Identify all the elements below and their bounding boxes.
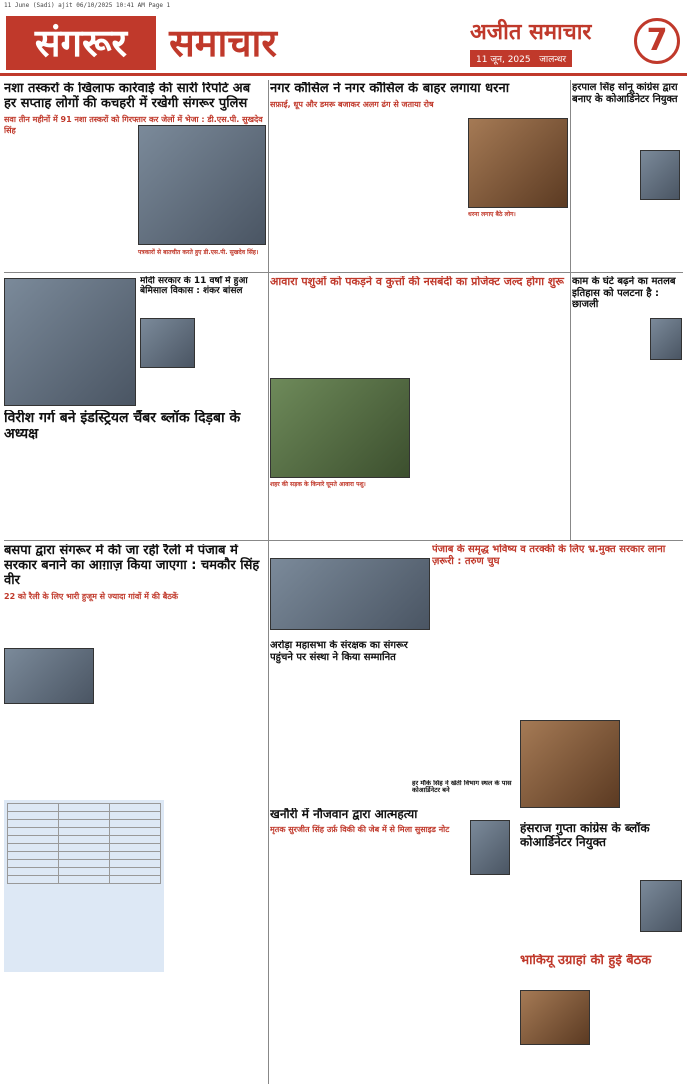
headline: पंजाब के समृद्ध भविष्य व तरक्की के लिए भ्र.मुक्त सरकार लाना ज़रूरी : तरुण चुघ: [432, 544, 666, 567]
masthead-title-left: संगरूर: [6, 16, 156, 70]
subheadline: 22 को रैली के लिए भारी हुजूम से ज्यादा गांवों में की बैठकें: [4, 591, 179, 601]
subheadline: सवा तीन महीनों में 91 नशा तस्करों को गिरफ्तार कर जेलों में भेजा : डी.एस.पी. सुखदेव सिंह: [4, 114, 263, 135]
headline: खनौरी में नौजवान द्वारा आत्महत्या: [270, 808, 418, 821]
subheadline: सफ़ाई, धूप और डमरू बजाकर अलग ढंग से जताया रोष: [270, 99, 434, 109]
article-bku-meeting: [520, 954, 683, 984]
headline: हर मौके सिंह ने खेती विभाग स्थल के पास कोआर्डिनेटर बने: [412, 780, 512, 795]
headline: बसपा द्वारा संगरूर में की जा रही रैली में पंजाब में सरकार बनाने का आग़ाज़ किया जाएगा : चमकौर सिंह वीर: [4, 544, 260, 588]
body-placeholder: [4, 138, 132, 248]
headline: मोदी सरकार के 11 वर्षों में हुआ बेमिसाल विकास : शंकर बांसल: [140, 276, 248, 297]
masthead-title-right: समाचार: [169, 20, 277, 65]
photo-chhajli: [650, 318, 682, 360]
subheadline: मृतक सुरजीत सिंह उर्फ़ विकी की जेब में से मिला सुसाइड नोट: [270, 824, 450, 834]
caption: शहर की सड़क के किनारे घूमते आवारा पशु।: [270, 481, 366, 488]
date: 11 जून, 2025: [476, 55, 531, 65]
photo-bsp: [4, 648, 94, 704]
table-box: [4, 800, 164, 972]
headline: नगर कौंसिल ने नगर कौंसिल के बाहर लगाया धरना: [270, 82, 510, 96]
article-arora-sabha: [270, 640, 430, 670]
dateline: [470, 50, 572, 67]
headline: आवारा पशुओं को पकड़ने व कुत्तों की नसबंदी का प्रोजेक्ट जल्द होगा शुरू: [270, 276, 564, 288]
article-chamber-president: [4, 410, 266, 450]
headline: अरोड़ा महासभा के संरक्षक का संगरूर पहुंचने पर संस्था ने किया सम्मानित: [270, 640, 408, 663]
photo-chugh: [520, 720, 620, 808]
masthead-paper: [470, 16, 630, 70]
article-coordinator: [412, 780, 520, 810]
photo-stray-animals: [270, 378, 410, 478]
headline: हंसराज गुप्ता कांग्रेस के ब्लॉक कोआर्डिनेटर नियुक्त: [520, 822, 650, 849]
article-bsp-rally: [4, 544, 266, 604]
photo-dsp: [138, 125, 266, 245]
paper-name: अजीत समाचार: [470, 19, 592, 45]
article-hansraj-gupta: [520, 822, 683, 862]
caption: पत्रकारों से बातचीत करते हुए डी.एस.पी. सुखदेव सिंह।: [138, 249, 259, 256]
photo-protest: [468, 118, 568, 208]
page-number: 7: [634, 18, 680, 64]
photo-harpal: [640, 150, 680, 200]
photo-hansraj: [640, 880, 682, 932]
article-work-hours: [572, 276, 683, 316]
article-stray-animals: [270, 276, 568, 306]
photo-bansal: [140, 318, 195, 368]
photo-arora: [270, 558, 430, 630]
article-tarun-chugh: [432, 544, 683, 584]
headline: नशा तस्करों के खिलाफ कार्रवाई की सारी रिपोर्ट अब हर सप्ताह लोगों की कचहरी में रखेगी संगरूर पुलिस: [4, 82, 251, 111]
headline: काम के घंटे बढ़ने का मतलब इतिहास को पलटना है : छाजली: [572, 276, 676, 310]
table: [7, 803, 161, 884]
headline: भाकियू उग्राहां की हुई बैठक: [520, 954, 652, 968]
photo-coordinator: [470, 820, 510, 875]
headline: हरपाल सिंह सोनू कांग्रेस द्वारा बनाए के कोआर्डिनेटर नियुक्त: [572, 82, 678, 105]
caption: धरना लगाए बैठे लोग।: [468, 211, 516, 218]
city: जालन्धर: [539, 55, 567, 65]
print-slug: 11 June (Sadi) ajit 06/10/2025 10:41 AM Page 1: [4, 2, 171, 9]
photo-chamber: [4, 278, 136, 406]
headline: विरीश गर्ग बने इंडस्ट्रियल चैंबर ब्लॉक दिड़बा के अध्यक्ष: [4, 410, 241, 443]
photo-bku: [520, 990, 590, 1045]
masthead: [0, 12, 687, 76]
